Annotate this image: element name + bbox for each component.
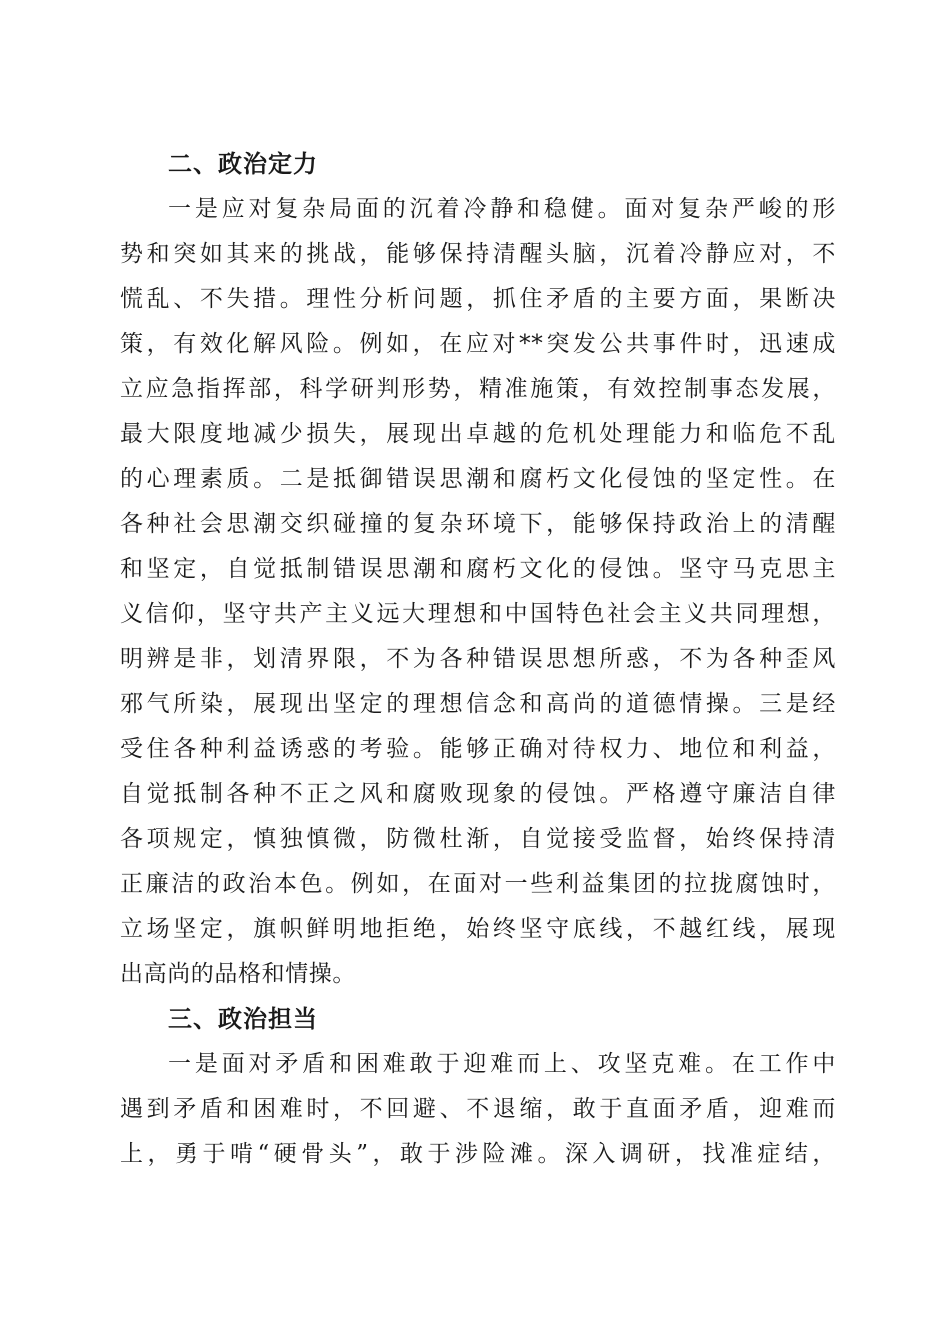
paragraph-line: 上，勇于啃“硬骨头”，敢于涉险滩。深入调研，找准症结， <box>120 1141 836 1167</box>
paragraph-line: 势和突如其来的挑战，能够保持清醒头脑，沉着冷静应对，不 <box>120 241 836 267</box>
paragraph-line: 遇到矛盾和困难时，不回避、不退缩，敢于直面矛盾，迎难而 <box>120 1096 836 1122</box>
paragraph-line: 出高尚的品格和情操。 <box>120 961 356 987</box>
section-heading: 三、政治担当 <box>168 1005 318 1033</box>
section-paragraph <box>120 187 836 997</box>
paragraph-line: 最大限度地减少损失，展现出卓越的危机处理能力和临危不乱 <box>120 421 836 447</box>
paragraph-line: 明辨是非，划清界限，不为各种错误思想所惑，不为各种歪风 <box>120 646 836 672</box>
paragraph-line: 立场坚定，旗帜鲜明地拒绝，始终坚守底线，不越红线，展现 <box>120 916 836 942</box>
paragraph-line: 自觉抵制各种不正之风和腐败现象的侵蚀。严格遵守廉洁自律 <box>120 781 836 807</box>
paragraph-line: 立应急指挥部，科学研判形势，精准施策，有效控制事态发展， <box>120 376 836 402</box>
paragraph-line: 一是应对复杂局面的沉着冷静和稳健。面对复杂严峻的形 <box>168 196 836 222</box>
section-paragraph <box>120 1042 836 1177</box>
paragraph-line: 一是面对矛盾和困难敢于迎难而上、攻坚克难。在工作中 <box>168 1051 836 1077</box>
paragraph-line: 邪气所染，展现出坚定的理想信念和高尚的道德情操。三是经 <box>120 691 836 717</box>
paragraph-line: 策，有效化解风险。例如，在应对**突发公共事件时，迅速成 <box>120 331 836 357</box>
paragraph-line: 受住各种利益诱惑的考验。能够正确对待权力、地位和利益， <box>120 736 836 762</box>
section-heading: 二、政治定力 <box>168 150 318 178</box>
paragraph-line: 各种社会思潮交织碰撞的复杂环境下，能够保持政治上的清醒 <box>120 511 836 537</box>
paragraph-line: 义信仰，坚守共产主义远大理想和中国特色社会主义共同理想， <box>120 601 836 627</box>
paragraph-line: 和坚定，自觉抵制错误思潮和腐朽文化的侵蚀。坚守马克思主 <box>120 556 836 582</box>
paragraph-line: 的心理素质。二是抵御错误思潮和腐朽文化侵蚀的坚定性。在 <box>120 466 836 492</box>
paragraph-line: 慌乱、不失措。理性分析问题，抓住矛盾的主要方面，果断决 <box>120 286 836 312</box>
document-body <box>120 142 836 1177</box>
paragraph-line: 正廉洁的政治本色。例如，在面对一些利益集团的拉拢腐蚀时， <box>120 871 836 897</box>
paragraph-line: 各项规定，慎独慎微，防微杜渐，自觉接受监督，始终保持清 <box>120 826 836 852</box>
